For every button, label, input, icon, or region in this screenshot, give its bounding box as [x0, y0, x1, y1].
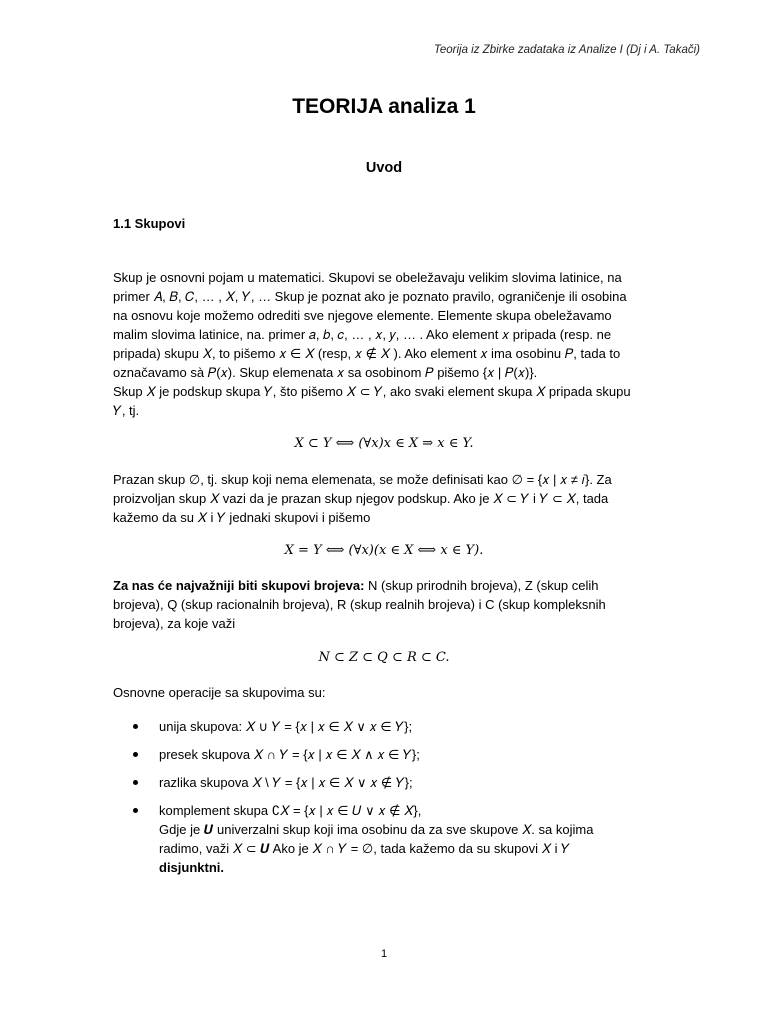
- list-item: [113, 745, 673, 764]
- page-number: 1: [380, 948, 388, 960]
- formula-number-inclusion: N ⊂ Z ⊂ Q ⊂ R ⊂ C.: [318, 650, 450, 665]
- item-text: disjunktni.: [159, 860, 224, 875]
- text-line: na osnovu koje možemo odrediti sve njegove elemente. Elemente skupa obeležavamo: [113, 308, 612, 323]
- chapter-title: Uvod: [365, 160, 403, 176]
- text-line: 𝑌, tj.: [113, 403, 140, 418]
- bold-lead: Za nas će najvažniji biti skupovi brojeva:: [113, 578, 365, 593]
- list-item: [113, 773, 673, 792]
- text-line: proizvoljan skup 𝑋 vazi da je prazan skup njegov podskup. Ako je 𝑋 ⊂ 𝑌 i 𝑌 ⊂ 𝑋, tada: [113, 491, 609, 506]
- bullet-dot: [133, 752, 138, 757]
- text-line: [113, 576, 663, 595]
- text-line: Skup je osnovni pojam u matematici. Skupovi se obeležavaju velikim slovima latinice, na: [113, 270, 622, 285]
- text-line: kažemo da su 𝑋 i 𝑌 jednaki skupovi i pišemo: [113, 510, 371, 525]
- item-text: radimo, važi 𝑋 ⊂ 𝑼 Ako je 𝑋 ∩ 𝑌 = ∅, tada kažemo da su skupovi 𝑋 i 𝑌: [159, 841, 570, 856]
- text-line: pripada) skupu 𝑋, to pišemo 𝑥 ∈ 𝑋 (resp, 𝑥 ∉ 𝑋 ). Ako element 𝑥 ima osobinu 𝑃, tada to: [113, 346, 621, 361]
- bullet-dot: [133, 780, 138, 785]
- formula-equality: X = Y ⟺ (∀x)(x ∈ X ⟺ x ∈ Y).: [284, 543, 484, 558]
- list-item: [113, 801, 673, 877]
- text-run: N (skup prirodnih brojeva), Z (skup celih: [364, 578, 599, 593]
- paragraph-sets-intro: [113, 268, 663, 420]
- list-item: [113, 717, 673, 736]
- bullet-dot: [133, 724, 138, 729]
- formula-subset: X ⊂ Y ⟺ (∀x)x ∈ X ⇒ x ∈ Y.: [294, 436, 474, 451]
- bullet-dot: [133, 808, 138, 813]
- paragraph-empty-set: [113, 470, 663, 527]
- text-line: brojeva), za koje važi: [113, 616, 236, 631]
- text-line: označavamo sà 𝑃(𝑥). Skup elemenata 𝑥 sa osobinom 𝑃 pišemo {𝑥 | 𝑃(𝑥)}.: [113, 365, 538, 380]
- section-heading: 1.1 Skupovi: [113, 216, 186, 231]
- item-text: unija skupova: 𝑋 ∪ 𝑌 = {𝑥 | 𝑥 ∈ 𝑋 ∨ 𝑥 ∈ 𝑌};: [159, 719, 413, 734]
- text-line: primer 𝐴, 𝐵, 𝐶, … , 𝑋, 𝑌, … Skup je poznat ako je poznato pravilo, ograničenje ili osobina: [113, 289, 627, 304]
- page-title: TEORIJA analiza 1: [292, 95, 476, 118]
- text-line: Prazan skup ∅, tj. skup koji nema elemenata, se može definisati kao ∅ = {𝑥 | 𝑥 ≠ 𝑖}. Za: [113, 472, 612, 487]
- item-text: komplement skupa ∁𝑋 = {𝑥 | 𝑥 ∈ 𝑈 ∨ 𝑥 ∉ 𝑋},: [159, 803, 422, 818]
- item-text: presek skupova 𝑋 ∩ 𝑌 = {𝑥 | 𝑥 ∈ 𝑋 ∧ 𝑥 ∈ 𝑌};: [159, 747, 420, 762]
- paragraph-number-sets: [113, 576, 663, 633]
- running-header: Teorija iz Zbirke zadataka iz Analize I (Dj i A. Takači): [433, 44, 700, 56]
- item-text: razlika skupova 𝑋 \ 𝑌 = {𝑥 | 𝑥 ∈ 𝑋 ∨ 𝑥 ∉ 𝑌};: [159, 775, 413, 790]
- text-line: Skup 𝑋 je podskup skupa 𝑌, što pišemo 𝑋 ⊂ 𝑌, ako svaki element skupa 𝑋 pripada skupu: [113, 384, 631, 399]
- operations-list: [113, 717, 673, 886]
- item-text: Gdje je 𝑼 univerzalni skup koji ima osobinu da za sve skupove 𝑋. sa kojima: [159, 822, 594, 837]
- operations-intro: Osnovne operacije sa skupovima su:: [113, 685, 326, 700]
- text-line: brojeva), Q (skup racionalnih brojeva), R (skup realnih brojeva) i C (skup kompleksnih: [113, 597, 606, 612]
- text-line: malim slovima latinice, na. primer 𝑎, 𝑏, 𝑐, … , 𝑥, 𝑦, … . Ako element 𝑥 pripada (resp. ne: [113, 327, 612, 342]
